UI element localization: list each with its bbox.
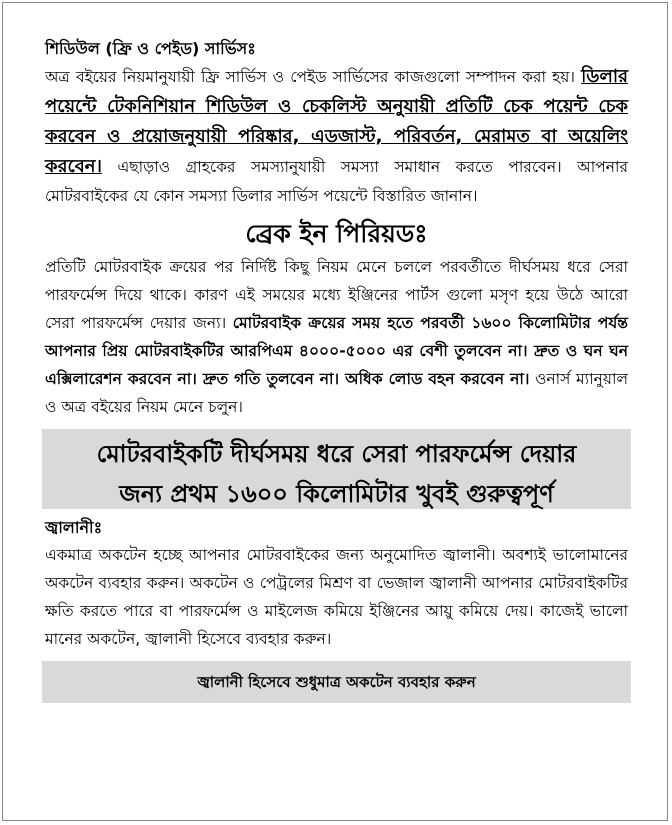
break-in-emphasis: মোটরবাইক ক্রয়ের সময় হতে পরবর্তী ১৬০০ কিলোমিটার পর্যন্ত আপনার প্রিয় মোটরবাইকটির আরপিএম ৪০০০-৫০০০ এর বেশী তুলবেন না। দ্রুত ও ঘন ঘন এক্সিলারেশন করবেন না। দ্রুত গতি তুলবেন না। অধিক লোড বহন করবেন না। bbox=[45, 314, 628, 388]
callout-line-1: মোটরবাইকটি দীর্ঘসময় ধরে সেরা পারফর্মেন্স দেয়ার bbox=[96, 440, 577, 468]
schedule-text-1: অত্র বইয়ের নিয়মানুযায়ী ফ্রি সার্ভিস ও পেইড সার্ভিসের কাজগুলো সম্পাদন করা হয়। bbox=[45, 68, 582, 86]
fuel-paragraph: একমাত্র অকটেন হচ্ছে আপনার মোটরবাইকের জন্য অনুমোদিত জ্বালানী। অবশ্যই ভালোমানের অকটেন ব্যবহার করুন। অকটেন ও পেট্রলের মিশ্রণ বা ভেজাল জ্বালানী আপনার মোটরবাইকটির ক্ষতি করতে পারে বা পারফর্মেন্স ও মাইলেজ কমিয়ে ইঞ্জিনের আয়ু কমিয়ে দেয়। কাজেই ভালো মানের অকটেন, জ্বালানী হিসেবে ব্যবহার করুন। bbox=[45, 546, 628, 648]
document-page bbox=[45, 36, 628, 709]
break-in-paragraph bbox=[45, 253, 628, 421]
fuel-callout: জ্বালানী হিসেবে শুধুমাত্র অকটেন ব্যবহার করুন bbox=[42, 661, 631, 703]
schedule-heading: শিডিউল (ফ্রি ও পেইড) সার্ভিসঃ bbox=[45, 39, 256, 58]
schedule-text-2: এছাড়াও গ্রাহকের সমস্যানুযায়ী সমস্যা সমাধান করতে পারবেন। আপনার মোটরবাইকের যে কোন সমস্যা ডিলার সার্ভিস পয়েন্টে বিস্তারিত জানান। bbox=[45, 158, 628, 205]
break-in-heading: ব্রেক ইন পিরিয়ডঃ bbox=[245, 219, 428, 248]
break-in-text-2: ওনার্স ম্যানুয়াল ও অত্র বইয়ের নিয়ম মেনে চলুন। bbox=[45, 370, 628, 416]
schedule-paragraph bbox=[45, 62, 628, 211]
fuel-heading: জ্বালানীঃ bbox=[45, 518, 103, 537]
break-in-text-1: প্রতিটি মোটরবাইক ক্রয়ের পর নির্দিষ্ট কিছু নিয়ম মেনে চললে পরবর্তীতে দীর্ঘসময় ধরে সেরা পারফর্মেন্স দিয়ে থাকে। কারণ এই সময়ের মধ্যে ইঞ্জিনের পার্টস গুলো মসৃণ হয়ে উঠে আরো সেরা পারফর্মেন্স দেয়ার জন্য। bbox=[45, 258, 628, 332]
callout-line-2: জন্য প্রথম ১৬০০ কিলোমিটার খুবই গুরুত্বপূর্ণ bbox=[119, 480, 554, 508]
schedule-emphasis: ডিলার পয়েন্টে টেকনিশিয়ান শিডিউল ও চেকলিস্ট অনুযায়ী প্রতিটি চেক পয়েন্ট চেক করবেন ও প্রয়োজনুযায়ী পরিষ্কার, এডজাস্ট, পরিবর্তন, মেরামত বা অয়েলিং করবেন। bbox=[45, 66, 628, 177]
break-in-callout bbox=[42, 429, 631, 509]
